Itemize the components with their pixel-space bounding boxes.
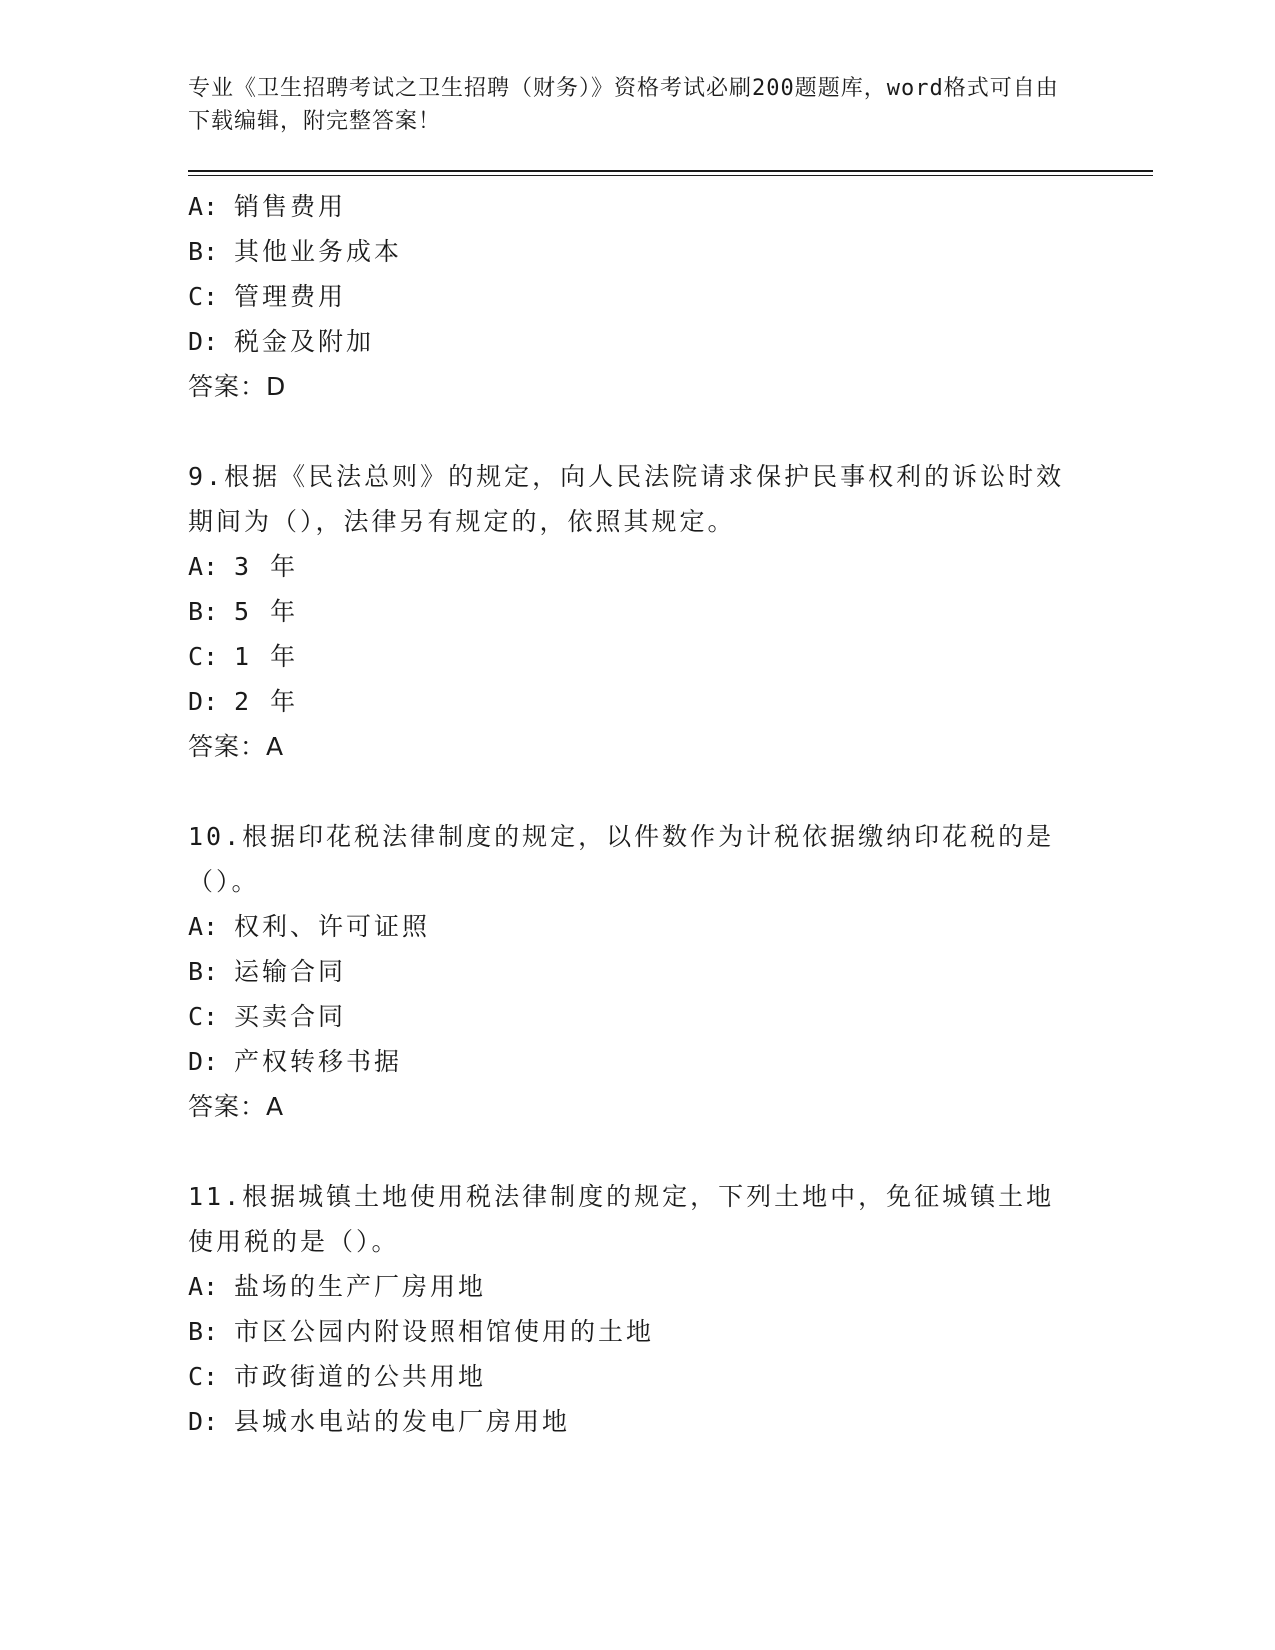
option-c: C: 买卖合同 bbox=[188, 1002, 347, 1031]
question-stem: 9.根据《民法总则》的规定，向人民法院请求保护民事权利的诉讼时效期间为（），法律另有规定的，依照其规定。 bbox=[188, 462, 1065, 536]
option-c: C: 1 年 bbox=[188, 642, 299, 671]
option-d: D: 县城水电站的发电厂房用地 bbox=[188, 1407, 571, 1436]
option-d: D: 税金及附加 bbox=[188, 327, 375, 356]
option-b: B: 5 年 bbox=[188, 597, 299, 626]
question-list bbox=[188, 184, 1153, 1444]
question-stem: 11.根据城镇土地使用税法律制度的规定，下列土地中，免征城镇土地使用税的是（）。 bbox=[188, 1182, 1055, 1256]
option-a: A: 销售费用 bbox=[188, 192, 347, 221]
question-8-continued bbox=[188, 184, 1153, 409]
option-b: B: 运输合同 bbox=[188, 957, 347, 986]
question-10 bbox=[188, 814, 1153, 1129]
document-header: 专业《卫生招聘考试之卫生招聘（财务）》资格考试必刷200题题库，word格式可自由下载编辑，附完整答案！ bbox=[188, 76, 1059, 134]
option-b: B: 市区公园内附设照相馆使用的土地 bbox=[188, 1317, 655, 1346]
option-d: D: 2 年 bbox=[188, 687, 299, 716]
option-a: A: 3 年 bbox=[188, 552, 299, 581]
option-a: A: 权利、许可证照 bbox=[188, 912, 431, 941]
document-page bbox=[188, 72, 1153, 1444]
question-9 bbox=[188, 454, 1153, 769]
question-11 bbox=[188, 1174, 1153, 1444]
header-divider bbox=[188, 170, 1153, 176]
answer: 答案：D bbox=[188, 372, 287, 401]
option-a: A: 盐场的生产厂房用地 bbox=[188, 1272, 487, 1301]
option-c: C: 市政街道的公共用地 bbox=[188, 1362, 487, 1391]
answer: 答案：A bbox=[188, 732, 285, 761]
option-b: B: 其他业务成本 bbox=[188, 237, 403, 266]
question-stem: 10.根据印花税法律制度的规定，以件数作为计税依据缴纳印花税的是（）。 bbox=[188, 822, 1055, 896]
option-d: D: 产权转移书据 bbox=[188, 1047, 403, 1076]
answer: 答案：A bbox=[188, 1092, 285, 1121]
option-c: C: 管理费用 bbox=[188, 282, 347, 311]
